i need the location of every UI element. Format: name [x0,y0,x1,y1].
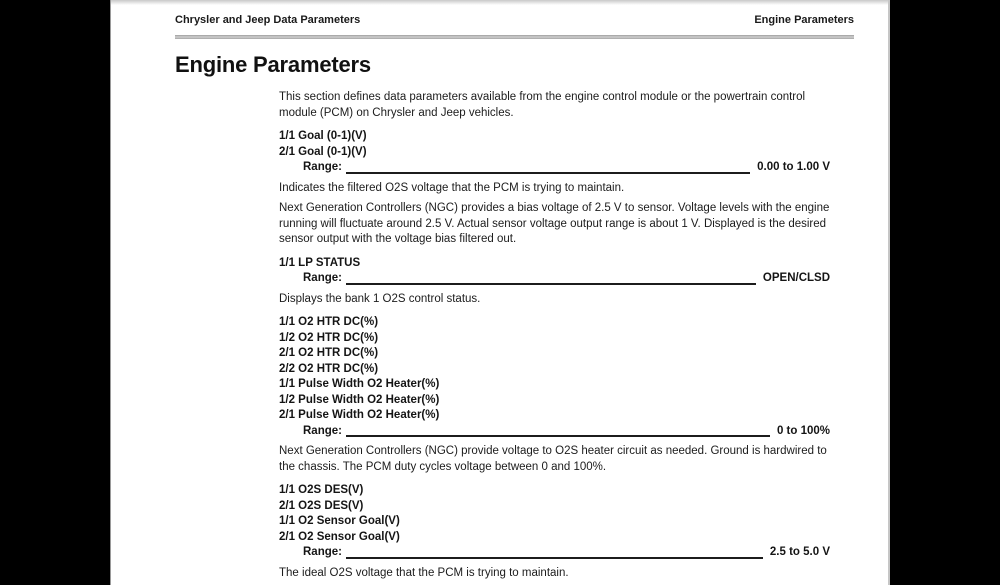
intro-paragraph: This section defines data parameters available from the engine control module or the powertrain control module (PCM) on Chrysler and Jeep vehicles. [279,91,806,119]
parameter-description: Displays the bank 1 O2S control status. [279,292,481,305]
parameter-description: Next Generation Controllers (NGC) provide voltage to O2S heater circuit as needed. Ground is hardwired to the chassis. The PCM duty cycles voltage between 0 and 100%. [279,445,827,473]
parameter-name: 2/1 O2 Sensor Goal(V) [279,530,400,543]
range-line [303,424,830,440]
parameter-name: 2/2 O2 HTR DC(%) [279,362,379,375]
range-line [303,545,830,561]
parameter-name: 1/1 O2S DES(V) [279,484,364,496]
parameter-name: 2/1 O2S DES(V) [279,499,364,512]
range-value: OPEN/CLSD [762,272,830,284]
parameter-name: 1/1 O2 HTR DC(%) [279,316,379,328]
parameter-entries [279,129,830,581]
range-value: 0 to 100% [776,424,830,437]
running-header-left: Chrysler and Jeep Data Parameters [175,14,361,26]
parameter-name: 2/1 O2 HTR DC(%) [279,347,379,359]
parameter-name: 1/1 Goal (0-1)(V) [279,130,367,142]
running-header [175,14,854,27]
page-top-shadow [111,0,888,5]
header-rule [175,35,854,39]
parameter-entry [279,315,830,475]
range-value: 0.00 to 1.00 V [757,161,830,173]
range-value: 2.5 to 5.0 V [769,546,830,558]
page-title: Engine Parameters [175,52,371,77]
parameter-entry [279,256,830,308]
range-line [303,160,830,176]
parameter-name: 2/1 Pulse Width O2 Heater(%) [279,409,440,421]
parameter-name: 1/1 O2 Sensor Goal(V) [279,515,400,527]
parameter-description: Next Generation Controllers (NGC) provides a bias voltage of 2.5 V to sensor. Voltage levels with the engine running will fluctuate around 2.5 V. Actual sensor voltage output range is about 1 V. Displayed is the desired sensor output with the voltage bias filtered out. [279,202,830,245]
document-page [110,0,890,585]
range-label: Range: [303,272,342,284]
range-underline [346,435,770,437]
range-underline [346,557,763,559]
parameter-entry [279,129,830,248]
running-header-right: Engine Parameters [754,14,854,26]
parameter-name: 1/1 Pulse Width O2 Heater(%) [279,378,440,390]
parameter-name: 1/2 Pulse Width O2 Heater(%) [279,393,440,406]
parameter-name: 1/2 O2 HTR DC(%) [279,331,379,344]
range-line [303,271,830,287]
parameter-entry [279,483,830,581]
range-underline [346,172,750,174]
parameter-description: The ideal O2S voltage that the PCM is trying to maintain. [279,566,569,579]
document-body [279,90,830,581]
parameter-name: 1/1 LP STATUS [279,256,361,269]
range-underline [346,283,756,285]
range-label: Range: [303,424,342,437]
page-content [111,14,888,581]
range-label: Range: [303,161,342,173]
parameter-description: Indicates the filtered O2S voltage that the PCM is trying to maintain. [279,181,625,194]
parameter-name: 2/1 Goal (0-1)(V) [279,145,367,158]
range-label: Range: [303,546,342,558]
